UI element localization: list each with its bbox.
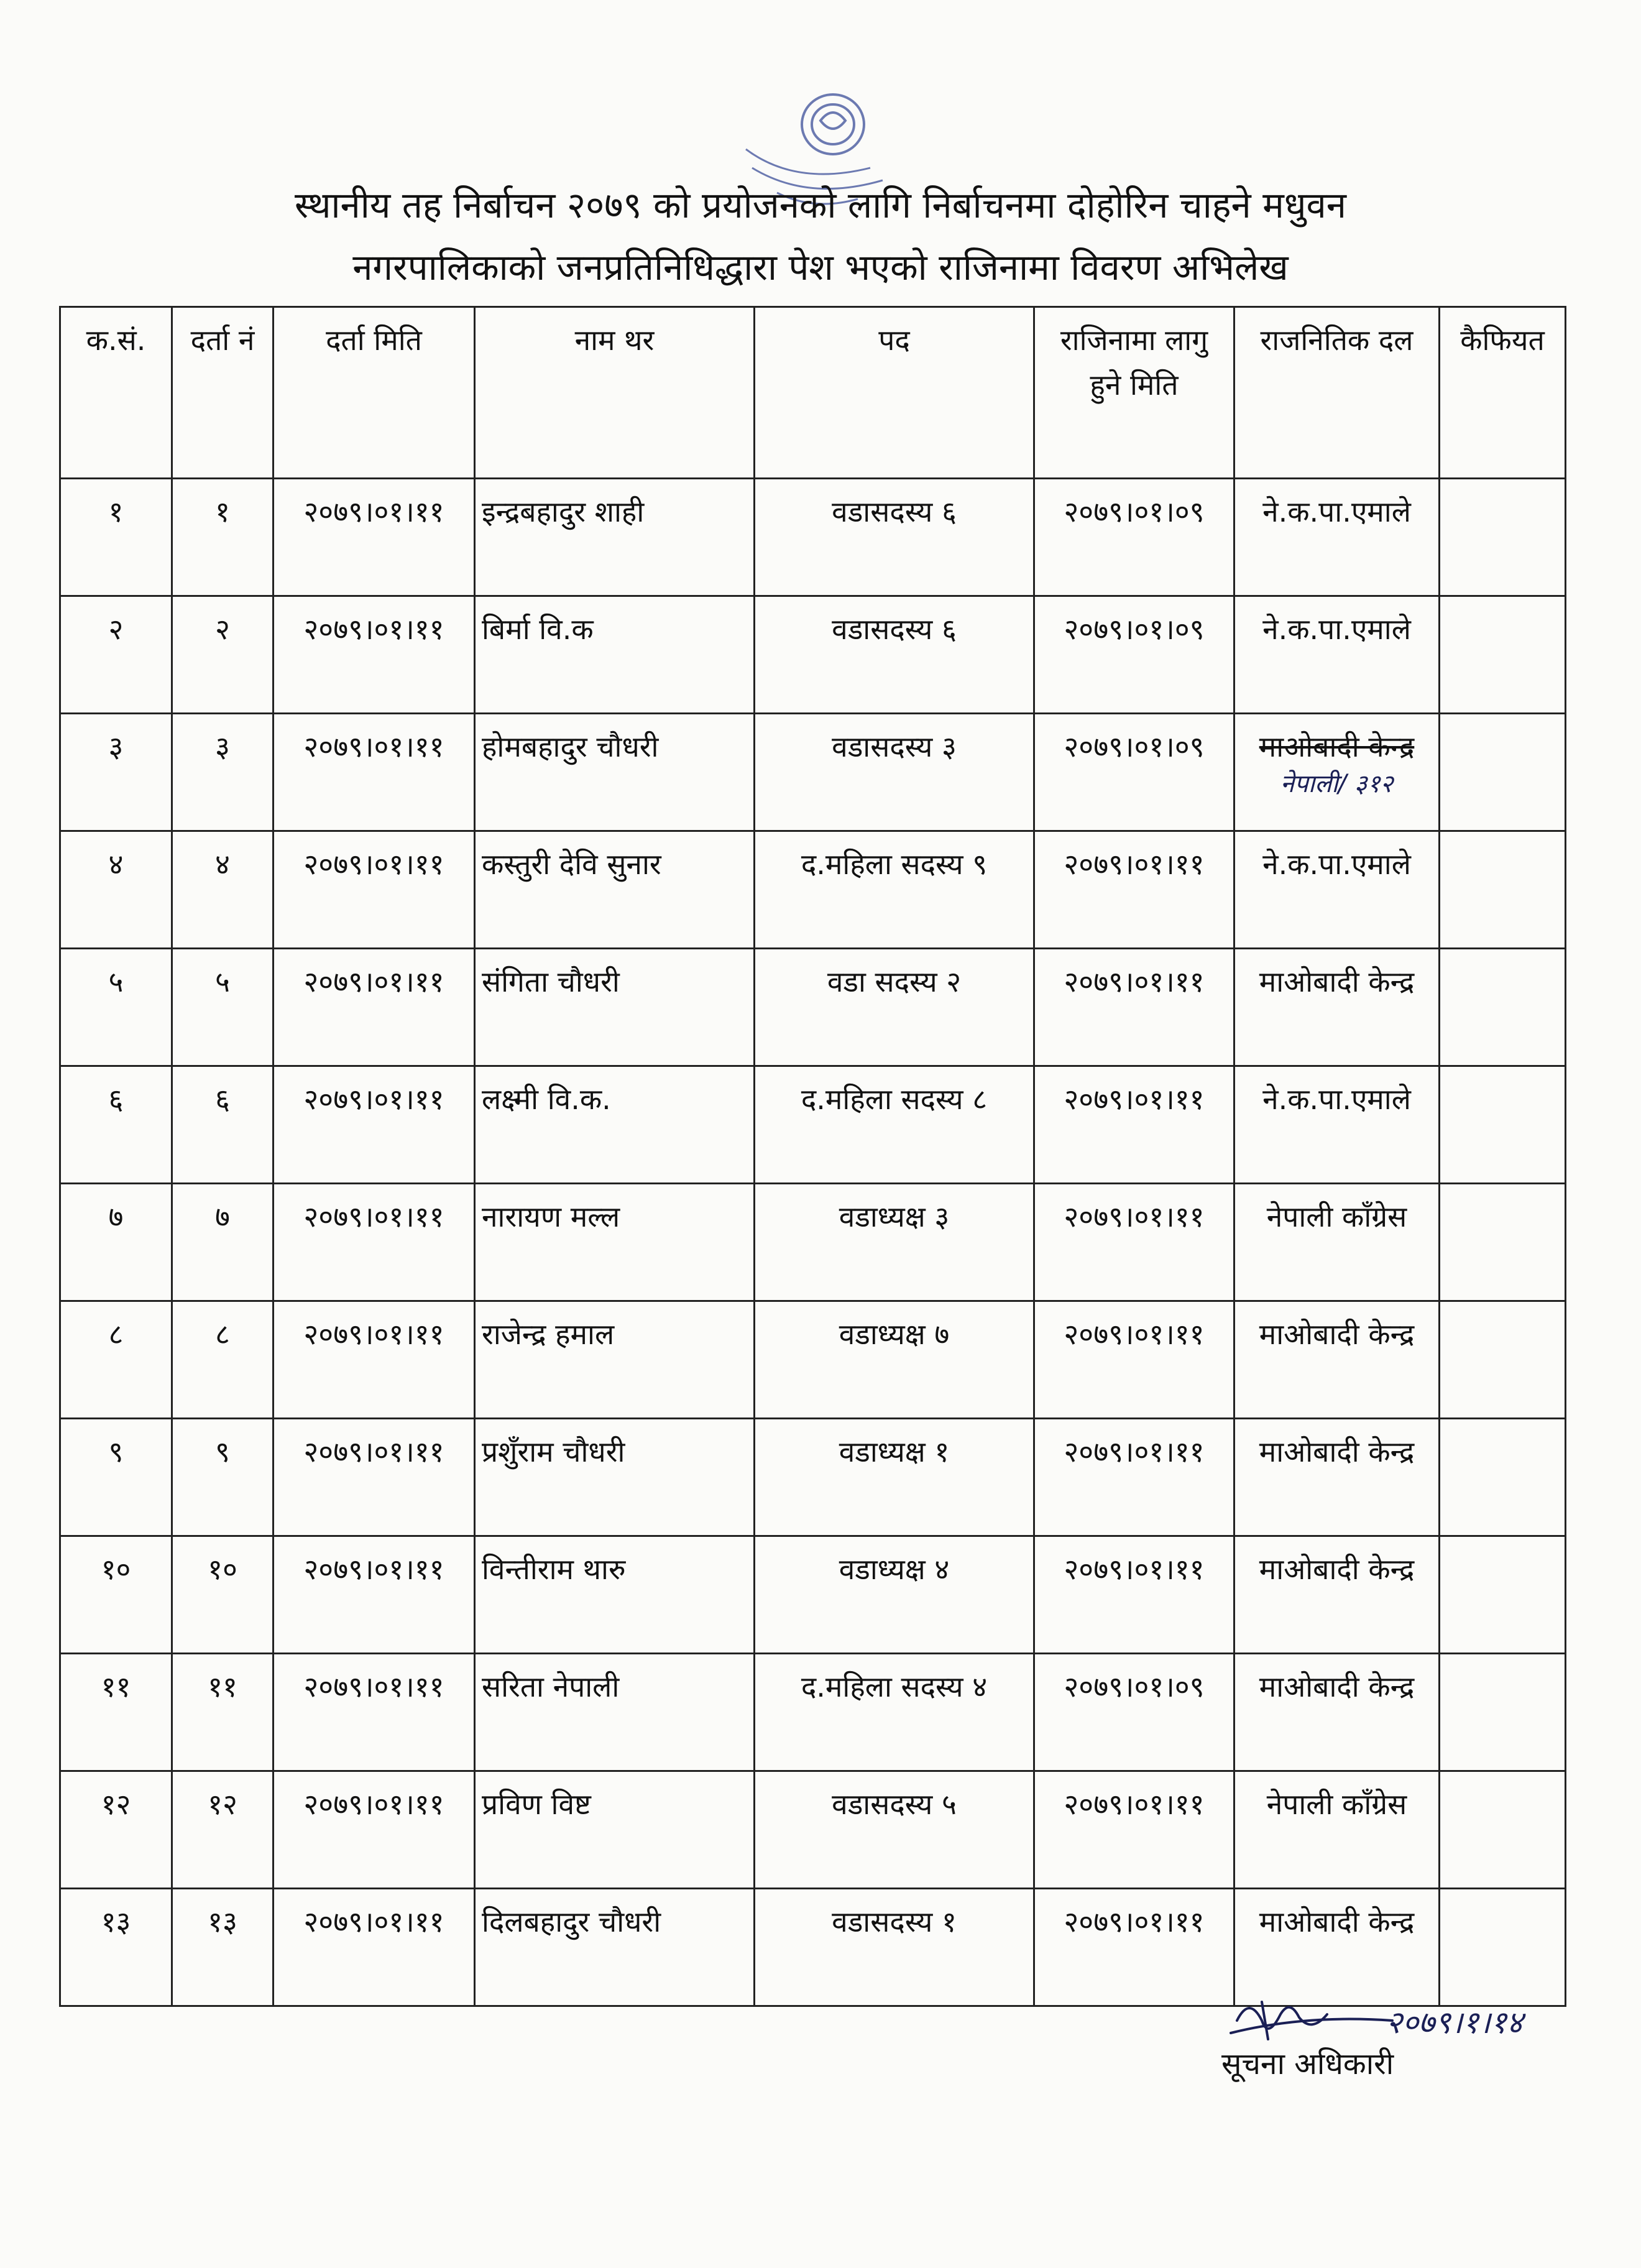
cell-effective-date: २०७९।०१।११ — [1034, 1536, 1234, 1654]
header-political-party: राजनितिक दल — [1234, 307, 1440, 479]
cell-effective-date: २०७९।०१।०९ — [1034, 714, 1234, 831]
header-remarks: कैफियत — [1440, 307, 1566, 479]
cell-registration-number: १० — [172, 1536, 274, 1654]
cell-registration-number: ९ — [172, 1419, 274, 1536]
cell-name: नारायण मल्ल — [475, 1184, 755, 1301]
cell-registration-number: ५ — [172, 949, 274, 1066]
table-row — [60, 596, 1566, 714]
cell-political-party: नेपाली काँग्रेस — [1234, 1184, 1440, 1301]
cell-post: वडासदस्य ३ — [755, 714, 1034, 831]
cell-serial-number: ११ — [60, 1654, 172, 1771]
cell-remarks — [1440, 1771, 1566, 1889]
cell-remarks — [1440, 1301, 1566, 1419]
cell-effective-date: २०७९।०१।११ — [1034, 831, 1234, 949]
table-row — [60, 1654, 1566, 1771]
header-post: पद — [755, 307, 1034, 479]
table-row — [60, 1066, 1566, 1184]
cell-effective-date: २०७९।०१।११ — [1034, 1771, 1234, 1889]
cell-effective-date: २०७९।०१।११ — [1034, 1301, 1234, 1419]
cell-registration-date: २०७९।०१।११ — [274, 1889, 475, 2006]
cell-name: इन्द्रबहादुर शाही — [475, 479, 755, 596]
cell-remarks — [1440, 479, 1566, 596]
header-name: नाम थर — [475, 307, 755, 479]
cell-name: होमबहादुर चौधरी — [475, 714, 755, 831]
cell-effective-date: २०७९।०१।०९ — [1034, 479, 1234, 596]
cell-post: वडासदस्य ५ — [755, 1771, 1034, 1889]
cell-registration-number: ८ — [172, 1301, 274, 1419]
cell-remarks — [1440, 949, 1566, 1066]
cell-political-party: नेपाली काँग्रेस — [1234, 1771, 1440, 1889]
cell-post: द.महिला सदस्य ९ — [755, 831, 1034, 949]
resignation-records-table — [59, 306, 1566, 2007]
cell-registration-date: २०७९।०१।११ — [274, 831, 475, 949]
cell-registration-number: २ — [172, 596, 274, 714]
cell-political-party: माओबादी केन्द्र — [1234, 1301, 1440, 1419]
cell-registration-date: २०७९।०१।११ — [274, 1419, 475, 1536]
cell-serial-number: ७ — [60, 1184, 172, 1301]
cell-post: वडासदस्य ६ — [755, 479, 1034, 596]
handwritten-party-correction: नेपाली/ ३१२ — [1280, 770, 1394, 798]
cell-remarks — [1440, 831, 1566, 949]
cell-effective-date: २०७९।०१।०९ — [1034, 596, 1234, 714]
cell-registration-number: १२ — [172, 1771, 274, 1889]
cell-political-party: ने.क.पा.एमाले — [1234, 831, 1440, 949]
cell-remarks — [1440, 1066, 1566, 1184]
cell-remarks — [1440, 1184, 1566, 1301]
cell-post: वडाध्यक्ष ७ — [755, 1301, 1034, 1419]
cell-post: द.महिला सदस्य ८ — [755, 1066, 1034, 1184]
cell-remarks — [1440, 1654, 1566, 1771]
table-row — [60, 949, 1566, 1066]
cell-serial-number: १२ — [60, 1771, 172, 1889]
cell-political-party: माओबादी केन्द्र — [1234, 1536, 1440, 1654]
cell-political-party: ने.क.पा.एमाले — [1234, 596, 1440, 714]
cell-registration-date: २०७९।०१।११ — [274, 1771, 475, 1889]
cell-registration-date: २०७९।०१।११ — [274, 1654, 475, 1771]
table-row — [60, 1184, 1566, 1301]
cell-effective-date: २०७९।०१।११ — [1034, 1889, 1234, 2006]
cell-registration-date: २०७९।०१।११ — [274, 1301, 475, 1419]
cell-registration-date: २०७९।०१।११ — [274, 949, 475, 1066]
cell-serial-number: ४ — [60, 831, 172, 949]
cell-registration-number: १३ — [172, 1889, 274, 2006]
cell-name: कस्तुरी देवि सुनार — [475, 831, 755, 949]
cell-serial-number: ९ — [60, 1419, 172, 1536]
header-serial-number: क.सं. — [60, 307, 172, 479]
cell-political-party: माओबादी केन्द्र — [1234, 949, 1440, 1066]
cell-effective-date: २०७९।०१।११ — [1034, 1419, 1234, 1536]
document-title — [112, 174, 1529, 298]
cell-post: द.महिला सदस्य ४ — [755, 1654, 1034, 1771]
information-officer-label: सूचना अधिकारी — [1221, 2047, 1394, 2081]
cell-registration-date: २०७९।०१।११ — [274, 1184, 475, 1301]
cell-registration-date: २०७९।०१।११ — [274, 1536, 475, 1654]
cell-registration-date: २०७९।०१।११ — [274, 596, 475, 714]
table-row — [60, 831, 1566, 949]
cell-post: वडासदस्य १ — [755, 1889, 1034, 2006]
table-row — [60, 714, 1566, 831]
cell-registration-date: २०७९।०१।११ — [274, 1066, 475, 1184]
cell-effective-date: २०७९।०१।११ — [1034, 1066, 1234, 1184]
cell-registration-number: ४ — [172, 831, 274, 949]
cell-registration-number: ११ — [172, 1654, 274, 1771]
cell-political-party: माओबादी केन्द्र — [1234, 1654, 1440, 1771]
cell-registration-date: २०७९।०१।११ — [274, 479, 475, 596]
cell-remarks — [1440, 596, 1566, 714]
cell-registration-number: १ — [172, 479, 274, 596]
cell-serial-number: २ — [60, 596, 172, 714]
cell-name: प्रशुँराम चौधरी — [475, 1419, 755, 1536]
cell-name: लक्ष्मी वि.क. — [475, 1066, 755, 1184]
table-row — [60, 1771, 1566, 1889]
cell-registration-number: ३ — [172, 714, 274, 831]
table-row — [60, 1301, 1566, 1419]
cell-post: वडाध्यक्ष १ — [755, 1419, 1034, 1536]
cell-remarks — [1440, 1419, 1566, 1536]
cell-name: प्रविण विष्ट — [475, 1771, 755, 1889]
cell-post: वडाध्यक्ष ४ — [755, 1536, 1034, 1654]
cell-political-party: ने.क.पा.एमाले — [1234, 479, 1440, 596]
header-registration-date: दर्ता मिति — [274, 307, 475, 479]
struck-party: माओबादी केन्द्र — [1259, 730, 1415, 763]
cell-serial-number: १० — [60, 1536, 172, 1654]
title-line-2: नगरपालिकाको जनप्रतिनिधिद्धारा पेश भएको राजिनामा विवरण अभिलेख — [352, 246, 1289, 288]
cell-political-party: माओबादी केन्द्र — [1234, 1419, 1440, 1536]
signature-date: २०७९।१।१४ — [1386, 2004, 1523, 2040]
cell-effective-date: २०७९।०१।०९ — [1034, 1654, 1234, 1771]
cell-effective-date: २०७९।०१।११ — [1034, 949, 1234, 1066]
cell-name: सरिता नेपाली — [475, 1654, 755, 1771]
cell-serial-number: ५ — [60, 949, 172, 1066]
cell-political-party: ने.क.पा.एमाले — [1234, 1066, 1440, 1184]
cell-serial-number: १३ — [60, 1889, 172, 2006]
cell-post: वडासदस्य ६ — [755, 596, 1034, 714]
header-registration-number: दर्ता नं — [172, 307, 274, 479]
cell-registration-number: ७ — [172, 1184, 274, 1301]
cell-effective-date: २०७९।०१।११ — [1034, 1184, 1234, 1301]
cell-political-party: माओबादी केन्द्र — [1234, 1889, 1440, 2006]
table-row — [60, 1536, 1566, 1654]
cell-name: बिर्मा वि.क — [475, 596, 755, 714]
cell-serial-number: ६ — [60, 1066, 172, 1184]
cell-registration-date: २०७९।०१।११ — [274, 714, 475, 831]
header-effective-date: राजिनामा लागु हुने मिति — [1034, 307, 1234, 479]
table-row — [60, 1419, 1566, 1536]
title-line-1: स्थानीय तह निर्बाचन २०७९ को प्रयोजनको लागि निर्बाचनमा दोहोरिन चाहने मधुवन — [295, 184, 1346, 226]
cell-remarks — [1440, 714, 1566, 831]
cell-registration-number: ६ — [172, 1066, 274, 1184]
table-header-row — [60, 307, 1566, 479]
table-row — [60, 479, 1566, 596]
cell-serial-number: १ — [60, 479, 172, 596]
cell-name: विन्तीराम थारु — [475, 1536, 755, 1654]
cell-serial-number: ८ — [60, 1301, 172, 1419]
cell-post: वडा सदस्य २ — [755, 949, 1034, 1066]
cell-remarks — [1440, 1536, 1566, 1654]
cell-name: दिलबहादुर चौधरी — [475, 1889, 755, 2006]
cell-name: संगिता चौधरी — [475, 949, 755, 1066]
cell-name: राजेन्द्र हमाल — [475, 1301, 755, 1419]
cell-political-party — [1234, 714, 1440, 831]
cell-serial-number: ३ — [60, 714, 172, 831]
cell-post: वडाध्यक्ष ३ — [755, 1184, 1034, 1301]
